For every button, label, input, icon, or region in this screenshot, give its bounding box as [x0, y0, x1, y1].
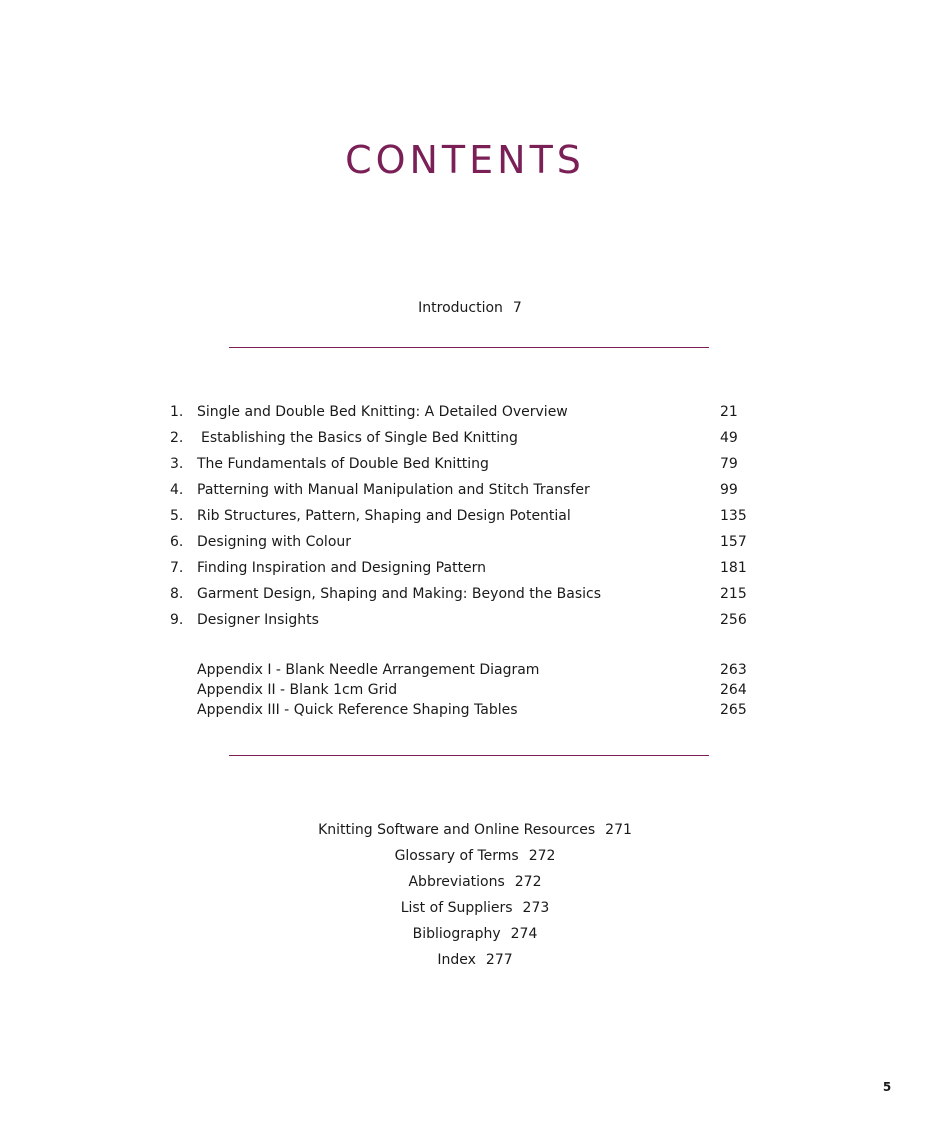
chapter-title: Designing with Colour [197, 534, 352, 550]
top-divider [229, 347, 709, 348]
chapter-entry-6 [0, 530, 930, 556]
back-matter-title: Index [437, 952, 476, 968]
back-matter-page: 272 [514, 874, 542, 890]
back-matter-page: 273 [522, 900, 550, 916]
back-matter-title: Glossary of Terms [394, 848, 519, 864]
chapter-title: Establishing the Basics of Single Bed Knitting [201, 430, 518, 446]
chapter-title: Designer Insights [197, 612, 319, 628]
appendix-title: Appendix III - Quick Reference Shaping Tables [197, 702, 518, 718]
back-matter-title: Knitting Software and Online Resources [318, 822, 596, 838]
bottom-divider [229, 755, 709, 756]
chapter-entry-4 [0, 478, 930, 504]
appendix-entry-1 [0, 660, 930, 680]
appendix-list [0, 660, 930, 720]
back-matter-entry-bibliography [0, 922, 930, 948]
back-matter-entry-suppliers [0, 896, 930, 922]
chapter-entry-5 [0, 504, 930, 530]
back-matter-page: 274 [510, 926, 538, 942]
appendix-title: Appendix II - Blank 1cm Grid [197, 682, 398, 698]
back-matter-page: 277 [485, 952, 513, 968]
chapter-entry-9 [0, 608, 930, 634]
back-matter-entry-glossary [0, 844, 930, 870]
chapter-page: 215 [720, 586, 747, 602]
chapter-entry-3 [0, 452, 930, 478]
appendix-entry-2 [0, 680, 930, 700]
chapter-page: 99 [720, 482, 738, 498]
chapter-number: 4. [170, 482, 184, 498]
back-matter-title: List of Suppliers [400, 900, 513, 916]
appendix-entry-3 [0, 700, 930, 720]
back-matter-entry-software [0, 818, 930, 844]
chapter-title: The Fundamentals of Double Bed Knitting [197, 456, 489, 472]
chapter-page: 256 [720, 612, 747, 628]
chapter-title: Finding Inspiration and Designing Pattern [197, 560, 487, 576]
chapter-number: 9. [170, 612, 184, 628]
chapter-page: 21 [720, 404, 738, 420]
back-matter-page: 271 [605, 822, 632, 838]
page-title: CONTENTS [345, 138, 585, 183]
chapter-number: 2. [170, 430, 184, 446]
back-matter-title: Bibliography [412, 926, 501, 942]
chapter-title: Garment Design, Shaping and Making: Beyond the Basics [197, 586, 601, 602]
chapter-number: 5. [170, 508, 184, 524]
back-matter-list [0, 818, 930, 974]
chapter-title: Single and Double Bed Knitting: A Detailed Overview [197, 404, 568, 420]
chapter-number: 3. [170, 456, 184, 472]
introduction-title: Introduction [418, 300, 503, 316]
chapter-entry-7 [0, 556, 930, 582]
chapter-page: 181 [720, 560, 747, 576]
appendix-page: 263 [720, 662, 747, 678]
chapter-page: 157 [720, 534, 747, 550]
chapter-title: Rib Structures, Pattern, Shaping and Design Potential [197, 508, 571, 524]
chapter-number: 8. [170, 586, 184, 602]
chapter-number: 7. [170, 560, 184, 576]
appendix-title: Appendix I - Blank Needle Arrangement Diagram [197, 662, 540, 678]
chapter-entry-1 [0, 400, 930, 426]
back-matter-entry-index [0, 948, 930, 974]
introduction-page: 7 [512, 300, 522, 316]
chapter-number: 1. [170, 404, 184, 420]
back-matter-entry-abbreviations [0, 870, 930, 896]
appendix-page: 264 [720, 682, 747, 698]
appendix-page: 265 [720, 702, 747, 718]
back-matter-title: Abbreviations [408, 874, 505, 890]
chapter-entry-8 [0, 582, 930, 608]
introduction-entry [0, 297, 930, 319]
chapter-title: Patterning with Manual Manipulation and Stitch Transfer [197, 482, 590, 498]
chapter-list [0, 400, 930, 634]
chapter-page: 79 [720, 456, 738, 472]
page-number: 5 [882, 1080, 892, 1094]
chapter-number: 6. [170, 534, 184, 550]
chapter-page: 135 [720, 508, 747, 524]
chapter-page: 49 [720, 430, 738, 446]
back-matter-page: 272 [528, 848, 556, 864]
chapter-entry-2 [0, 426, 930, 452]
